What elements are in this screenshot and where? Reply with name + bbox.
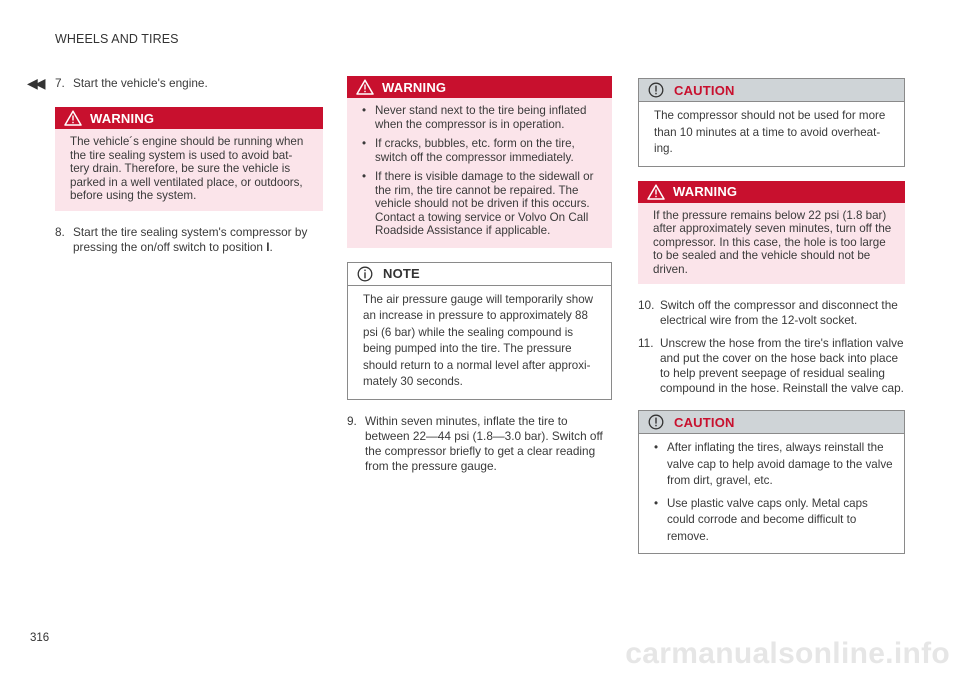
list-item: • If cracks, bubbles, etc. form on the tire, switch off the compressor immediately.	[362, 137, 602, 164]
list-item: • Use plastic valve caps only. Metal caps could corrode and become difficult to remove.	[654, 496, 894, 546]
list-item: • Never stand next to the tire being inflated when the compressor is in operation.	[362, 104, 602, 131]
caution-header	[639, 79, 904, 102]
note-header	[348, 263, 611, 286]
step-7: 7. Start the vehicle's engine.	[55, 76, 208, 90]
info-circle-icon	[357, 266, 375, 282]
caution-box	[638, 78, 905, 167]
previous-page-arrow[interactable]: ◀◀	[27, 75, 43, 91]
caution-header	[639, 411, 904, 434]
note-title: NOTE	[383, 266, 420, 281]
warning-title: WARNING	[382, 79, 447, 95]
caution-title: CAUTION	[674, 414, 735, 430]
step-8: 8. Start the tire sealing system's compressor by pressing the on/off switch to position I.	[55, 224, 308, 254]
warning-title: WARNING	[90, 110, 155, 126]
warning-box	[638, 181, 905, 285]
section-header: WHEELS AND TIRES	[55, 32, 179, 46]
step-11: 11. Unscrew the hose from the tire's inflation valve and put the cover on the hose back into place to help prevent seepage of residual sealing compound in the hose. Reinstall the valve cap.	[638, 336, 904, 395]
page-number: 316	[30, 632, 50, 644]
column-3	[638, 76, 905, 554]
caution-title: CAUTION	[674, 82, 735, 98]
warning-title: WARNING	[673, 184, 738, 199]
warning-triangle-icon	[356, 79, 374, 95]
warning-body: If the pressure remains below 22 psi (1.8 bar) after approximately seven minutes, turn off the compressor. In this case, the hole is too large to be sealed and the vehicle should not be driven.	[638, 203, 905, 285]
column-1	[55, 76, 323, 255]
warning-triangle-icon	[647, 184, 665, 200]
note-body: The air pressure gauge will temporarily show an increase in pressure to approximately 88 psi (6 bar) while the sealing compound is being pumped into the tire. The pressure should return to a normal level after approxi- mately 30 seconds.	[348, 286, 611, 399]
caution-body	[639, 434, 904, 553]
note-box	[347, 262, 612, 400]
list-item: • After inflating the tires, always reinstall the valve cap to help avoid damage to the valve from dirt, gravel, etc.	[654, 440, 894, 490]
exclamation-circle-icon	[648, 414, 666, 430]
watermark: carmanualsonline.info	[625, 637, 950, 670]
warning-header	[347, 76, 612, 98]
warning-box	[55, 107, 323, 211]
step-10: 10. Switch off the compressor and disconnect the electrical wire from the 12-volt socket.	[638, 298, 898, 327]
caution-body: The compressor should not be used for more than 10 minutes at a time to avoid overheat- ing.	[639, 102, 904, 166]
caution-box	[638, 410, 905, 554]
warning-body	[347, 98, 612, 248]
warning-body: The vehicle´s engine should be running when the tire sealing system is used to avoid bat- tery drain. Therefore, be sure the vehicle is parked in a well ventilated place, or outdoors, before using the system.	[55, 129, 323, 211]
warning-box	[347, 76, 612, 248]
warning-header	[638, 181, 905, 203]
step-9: 9. Within seven minutes, inflate the tire to between 22—44 psi (1.8—3.0 bar). Switch off the compressor briefly to get a clear reading from the pressure gauge.	[347, 413, 603, 473]
warning-triangle-icon	[64, 110, 82, 126]
warning-header	[55, 107, 323, 129]
switch-position: I	[266, 239, 270, 254]
column-2	[347, 76, 612, 474]
exclamation-circle-icon	[648, 82, 666, 98]
list-item: • If there is visible damage to the sidewall or the rim, the tire cannot be repaired. The vehicle should not be driven if this occurs. Contact a towing service or Volvo On Call Roadside Assistance if applicable.	[362, 170, 602, 238]
